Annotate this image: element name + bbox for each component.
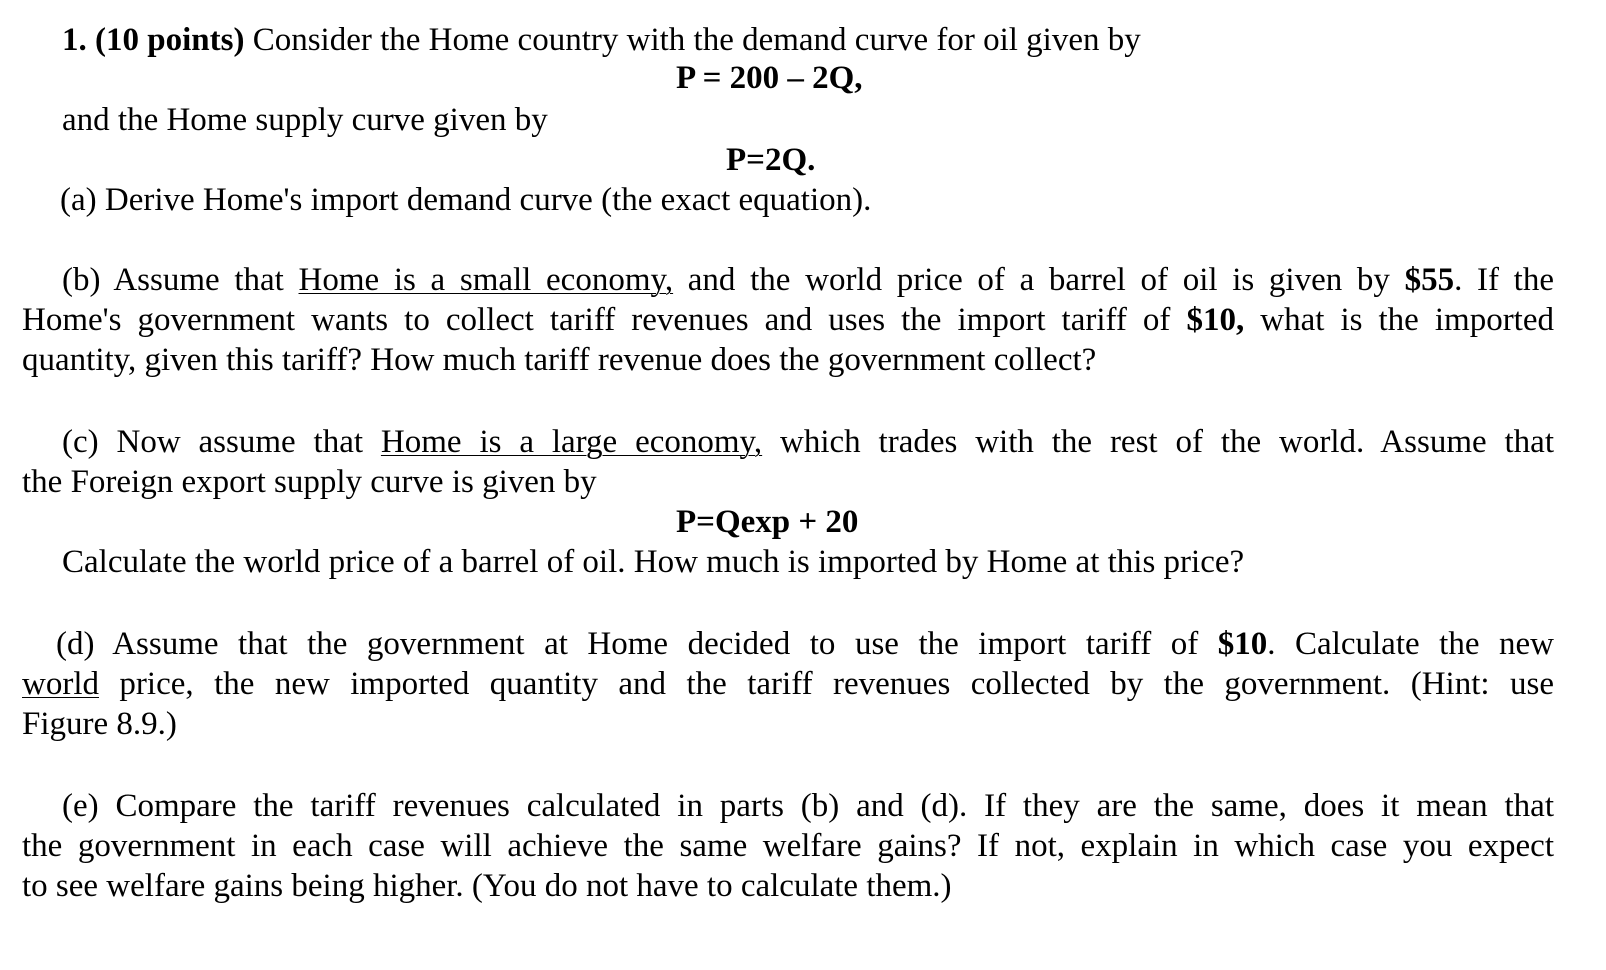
part-b-post: . If the bbox=[1454, 262, 1554, 298]
part-b-price: $55 bbox=[1404, 262, 1455, 298]
part-b-l2-pre: Home's government wants to collect tariff revenues and uses the import tariff of bbox=[22, 302, 1187, 338]
part-d-line-3: Figure 8.9.) bbox=[22, 706, 177, 742]
part-b-pre: (b) Assume that bbox=[62, 262, 299, 298]
part-a-text: (a) Derive Home's import demand curve (the exact equation). bbox=[60, 182, 872, 218]
supply-intro: and the Home supply curve given by bbox=[62, 102, 548, 138]
part-d-line-1 bbox=[22, 624, 1554, 664]
part-d-line-2 bbox=[22, 664, 1554, 704]
part-d-tariff: $10 bbox=[1217, 626, 1268, 662]
part-d-world: world bbox=[22, 666, 99, 702]
part-e-line-3: to see welfare gains being higher. (You do not have to calculate them.) bbox=[22, 868, 952, 904]
part-b-small-economy: Home is a small economy, bbox=[298, 262, 674, 298]
part-b-mid: and the world price of a barrel of oil is given by bbox=[673, 262, 1405, 298]
question-intro: Consider the Home country with the demand curve for oil given by bbox=[252, 22, 1141, 58]
supply-equation: P=2Q. bbox=[726, 142, 816, 178]
question-number: 1. bbox=[62, 22, 87, 58]
part-b-l2-post: what is the imported bbox=[1244, 302, 1554, 338]
part-c-line-2: the Foreign export supply curve is given by bbox=[22, 464, 597, 500]
part-b-tariff: $10, bbox=[1186, 302, 1245, 338]
part-b-line-3: quantity, given this tariff? How much tariff revenue does the government collect? bbox=[22, 342, 1097, 378]
part-e-line-1: (e) Compare the tariff revenues calculated in parts (b) and (d). If they are the same, does it mean that bbox=[62, 788, 1554, 824]
part-d-post: . Calculate the new bbox=[1267, 626, 1554, 662]
part-c-large-economy: Home is a large economy, bbox=[380, 424, 763, 460]
question-header bbox=[62, 20, 1141, 60]
part-c-line-1 bbox=[22, 422, 1554, 462]
part-c-post: which trades with the rest of the world. Assume that bbox=[762, 424, 1554, 460]
part-c-line-3: Calculate the world price of a barrel of oil. How much is imported by Home at this price? bbox=[62, 544, 1245, 580]
part-d-pre: (d) Assume that the government at Home decided to use the import tariff of bbox=[56, 626, 1218, 662]
question-points: (10 points) bbox=[95, 22, 245, 58]
part-e-line-2: the government in each case will achieve the same welfare gains? If not, explain in which case you expect bbox=[22, 828, 1554, 864]
demand-equation: P = 200 – 2Q, bbox=[676, 60, 863, 96]
part-b-line-2 bbox=[22, 300, 1554, 340]
export-supply-equation: P=Qexp + 20 bbox=[676, 504, 859, 540]
part-c-pre: (c) Now assume that bbox=[62, 424, 381, 460]
part-d-l2-post: price, the new imported quantity and the tariff revenues collected by the government. (Hint: use bbox=[99, 666, 1554, 702]
part-b-line-1 bbox=[22, 260, 1554, 300]
